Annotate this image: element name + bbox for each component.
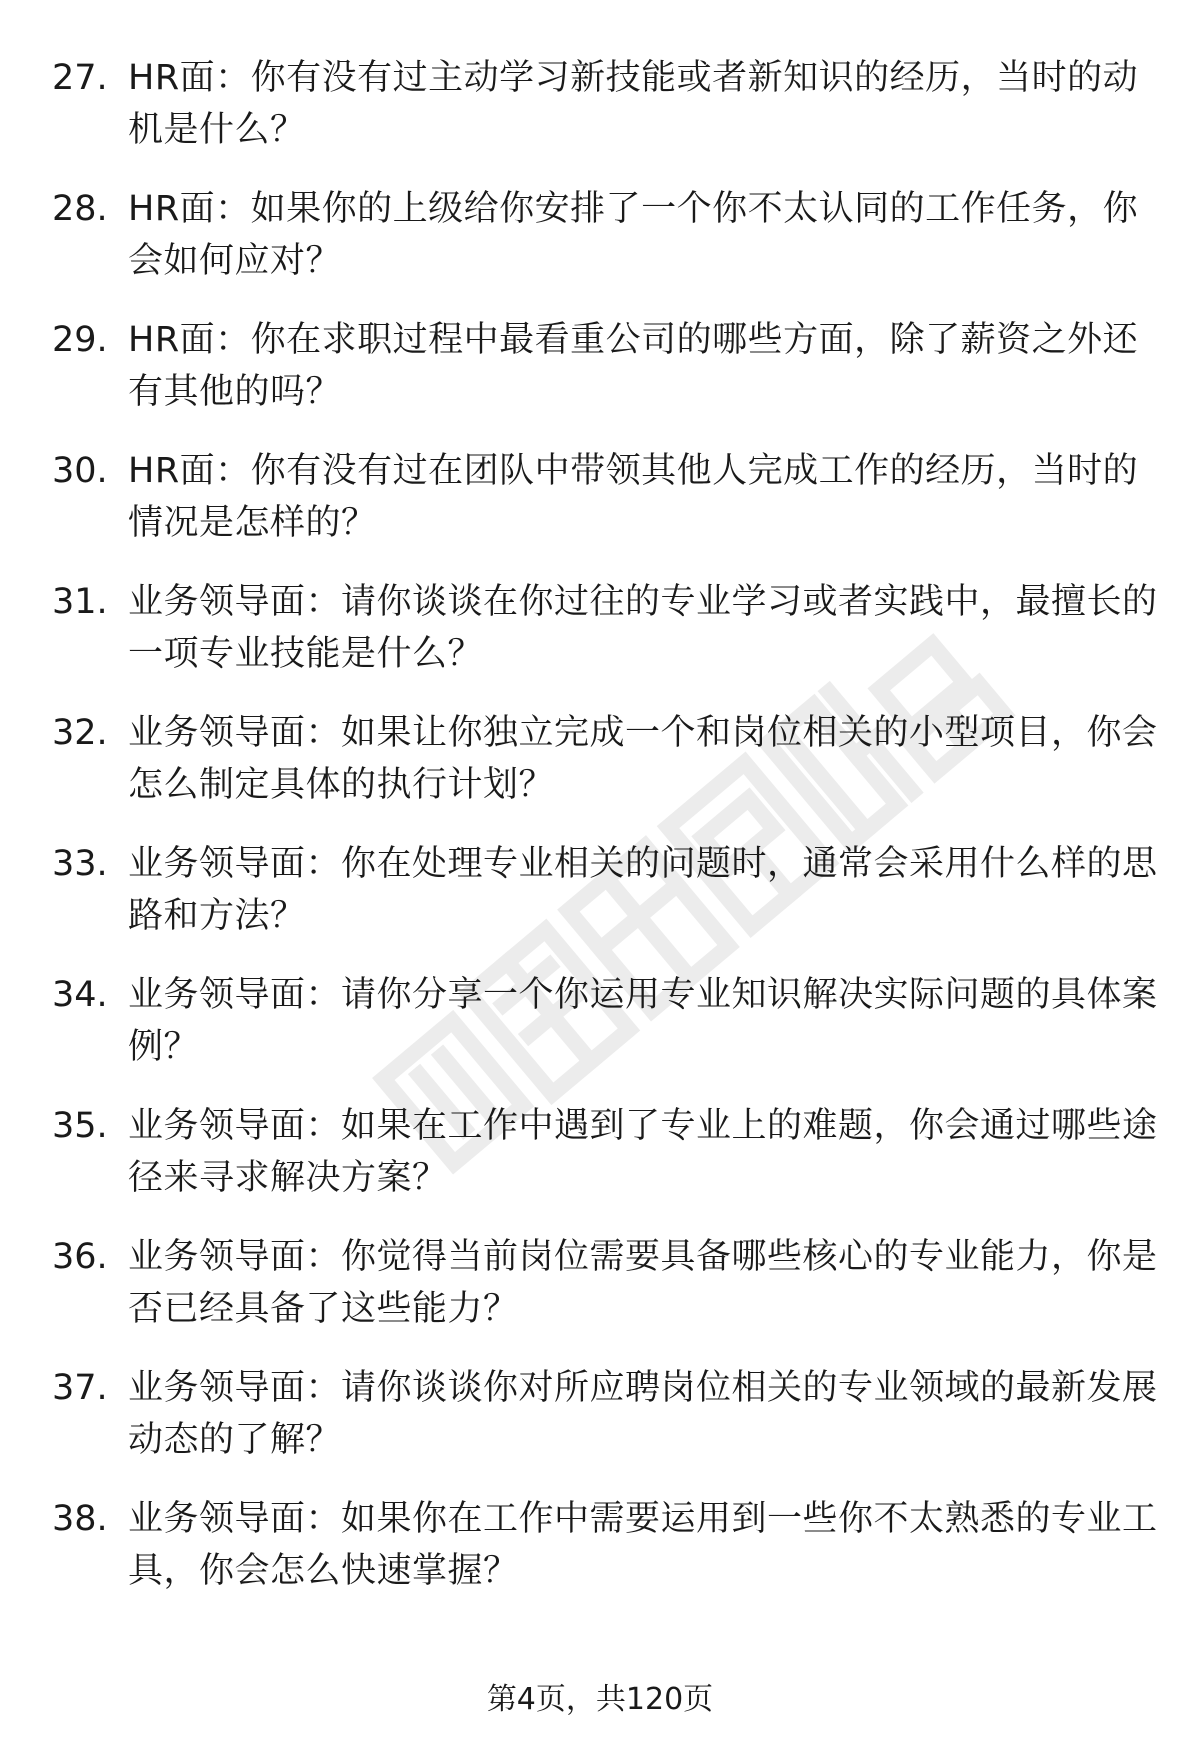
- list-item: [0, 1493, 1200, 1624]
- list-item: [0, 52, 1200, 183]
- question-number: 33.: [52, 844, 108, 884]
- list-item: [0, 969, 1200, 1100]
- list-item: [0, 445, 1200, 576]
- page-footer: [0, 1680, 1200, 1720]
- question-text: 业务领导面：如果在工作中遇到了专业上的难题，你会通过哪些途径来寻求解决方案？: [128, 1106, 1158, 1198]
- question-number: 28.: [52, 189, 108, 229]
- question-number: 27.: [52, 58, 108, 98]
- question-number: 29.: [52, 320, 108, 360]
- list-item: [0, 1100, 1200, 1231]
- question-number: 35.: [52, 1106, 108, 1146]
- question-text: 业务领导面：请你谈谈你对所应聘岗位相关的专业领域的最新发展动态的了解？: [128, 1368, 1158, 1460]
- list-item: [0, 707, 1200, 838]
- question-text: HR面：你在求职过程中最看重公司的哪些方面，除了薪资之外还有其他的吗？: [128, 320, 1139, 412]
- list-item: [0, 838, 1200, 969]
- question-text: 业务领导面：你在处理专业相关的问题时，通常会采用什么样的思路和方法？: [128, 844, 1158, 936]
- list-item: [0, 183, 1200, 314]
- question-list: [0, 52, 1200, 1624]
- question-number: 37.: [52, 1368, 108, 1408]
- question-text: HR面：你有没有过主动学习新技能或者新知识的经历，当时的动机是什么？: [128, 58, 1139, 150]
- question-text: HR面：你有没有过在团队中带领其他人完成工作的经历，当时的情况是怎样的？: [128, 451, 1139, 543]
- question-text: 业务领导面：如果你在工作中需要运用到一些你不太熟悉的专业工具，你会怎么快速掌握？: [128, 1499, 1158, 1591]
- question-text: 业务领导面：请你谈谈在你过往的专业学习或者实践中，最擅长的一项专业技能是什么？: [128, 582, 1158, 674]
- question-text: 业务领导面：如果让你独立完成一个和岗位相关的小型项目，你会怎么制定具体的执行计划？: [128, 713, 1158, 805]
- question-text: 业务领导面：请你分享一个你运用专业知识解决实际问题的具体案例？: [128, 975, 1158, 1067]
- question-number: 32.: [52, 713, 108, 753]
- question-text: 业务领导面：你觉得当前岗位需要具备哪些核心的专业能力，你是否已经具备了这些能力？: [128, 1237, 1158, 1329]
- question-number: 36.: [52, 1237, 108, 1277]
- question-number: 31.: [52, 582, 108, 622]
- question-number: 38.: [52, 1499, 108, 1539]
- question-number: 30.: [52, 451, 108, 491]
- list-item: [0, 314, 1200, 445]
- question-number: 34.: [52, 975, 108, 1015]
- list-item: [0, 576, 1200, 707]
- page-number-label: 第4页，共120页: [486, 1682, 714, 1717]
- list-item: [0, 1362, 1200, 1493]
- question-text: HR面：如果你的上级给你安排了一个你不太认同的工作任务，你会如何应对？: [128, 189, 1139, 281]
- list-item: [0, 1231, 1200, 1362]
